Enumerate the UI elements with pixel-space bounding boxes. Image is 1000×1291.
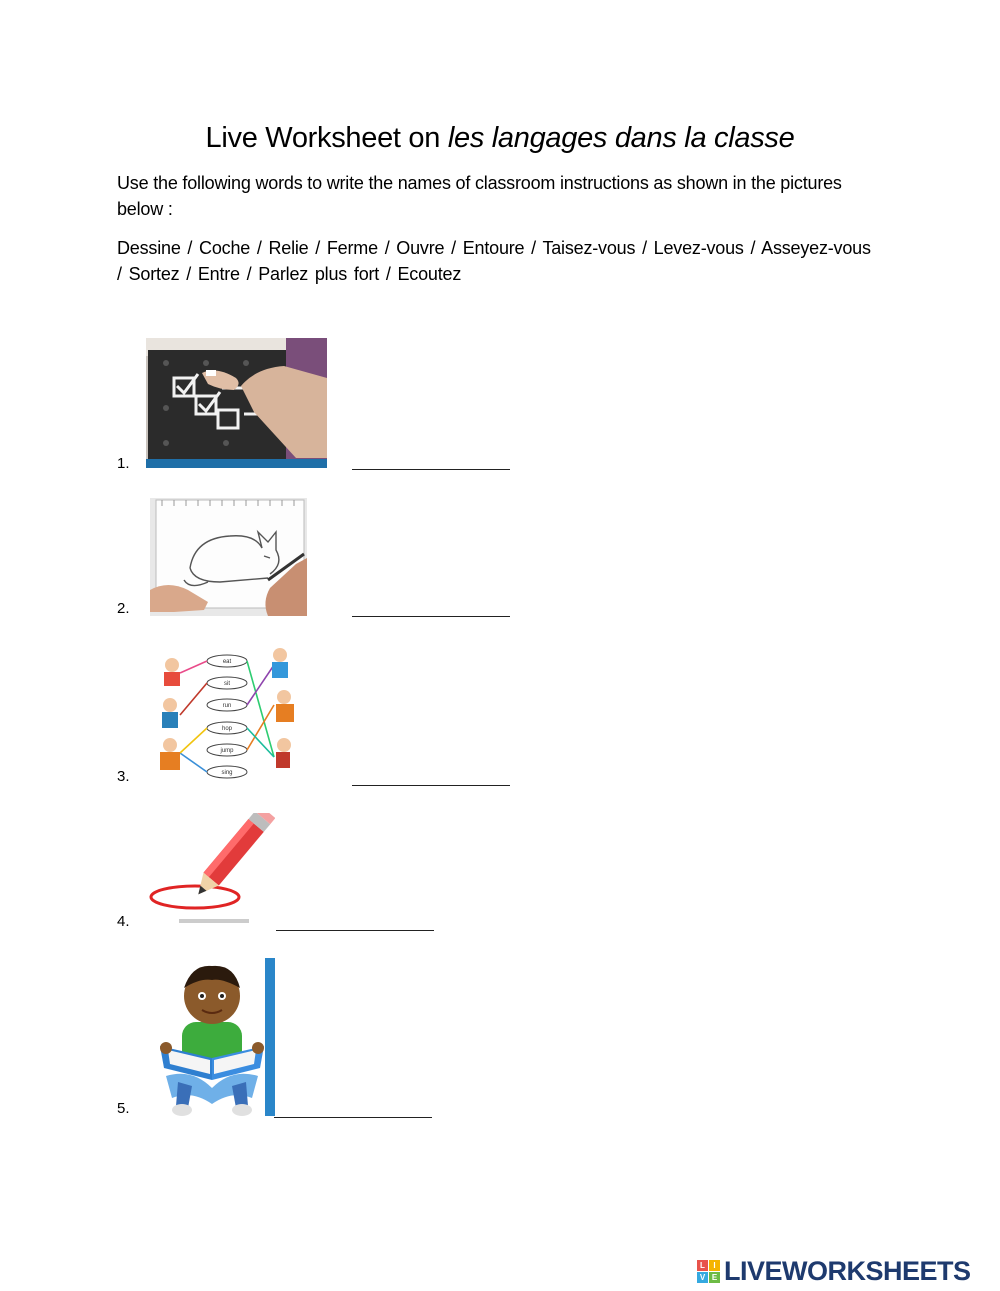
checkbox-chalkboard-image [146,338,327,468]
svg-text:run: run [222,703,232,709]
answer-blank[interactable] [352,616,510,617]
page-title [0,118,1000,158]
instructions-text: Use the following words to write the names of classroom instructions as shown in the pictures below : [117,173,842,219]
svg-text:hop: hop [221,726,233,732]
item-number: 4. [117,913,130,930]
item-number: 1. [117,455,130,472]
logo-mark-letter: L [697,1260,708,1271]
svg-text:sit: sit [224,681,230,687]
logo-mark-letter: I [709,1260,720,1271]
logo-text: LIVEWORKSHEETS [724,1255,971,1286]
title-prefix: Live Worksheet on [205,122,448,154]
answer-blank[interactable] [352,785,510,786]
answer-blank[interactable] [352,469,510,470]
drawing-cat-image [150,498,307,616]
logo-mark-letter: V [697,1272,708,1283]
item-number: 2. [117,600,130,617]
word-bank: Dessine / Coche / Relie / Ferme / Ouvre / Entoure / Taisez-vous / Levez-vous / Asseyez-vous / Sortez / Entre / Parlez plus fort / Ecoutez [117,238,871,284]
svg-text:sing: sing [221,770,233,776]
liveworksheets-logo [697,1254,971,1288]
answer-blank[interactable] [274,1117,432,1118]
pencil-circle-image [143,813,275,929]
boy-reading-image [152,958,276,1118]
item-number: 3. [117,768,130,785]
svg-text:jump: jump [220,748,234,754]
matching-exercise-image [152,645,304,783]
title-italic: les langages dans la classe [447,122,795,154]
answer-blank[interactable] [276,930,434,931]
logo-mark-letter: E [709,1272,720,1283]
item-number: 5. [117,1100,130,1117]
svg-text:eat: eat [222,659,232,665]
logo-mark-icon [697,1260,720,1283]
